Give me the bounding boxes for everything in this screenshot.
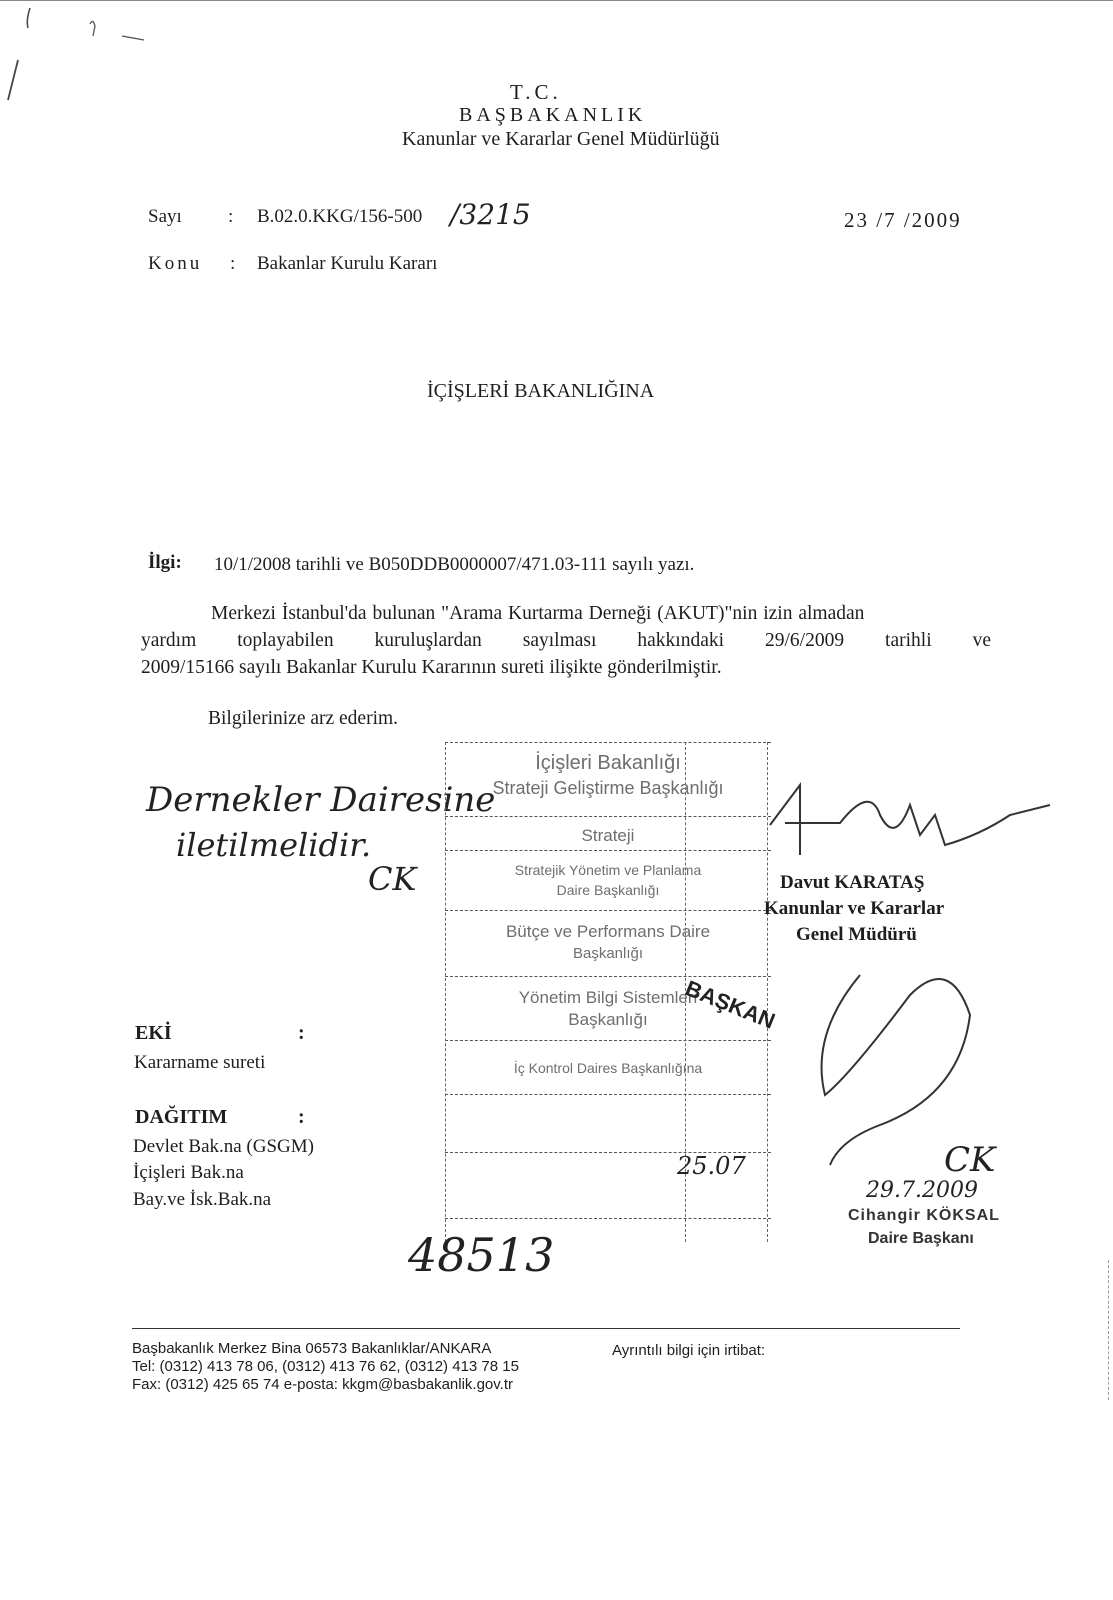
dagitim-item: İçişleri Bak.na [133,1162,244,1183]
sayi-value: B.02.0.KKG/156-500 [257,206,423,227]
konu-separator: : [230,253,236,274]
handwritten-number: 48513 [408,1228,555,1282]
signatory1-name: Davut KARATAŞ [780,872,925,893]
dagitim-item: Bay.ve İsk.Bak.na [133,1189,272,1210]
header-directorate: Kanunlar ve Kararlar Genel Müdürlüğü [402,128,720,150]
stamp-row-4: Stratejik Yönetim ve Planlama [514,862,702,878]
footer-tel: Tel: (0312) 413 78 06, (0312) 413 76 62, (0312) 413 78 15 [132,1358,519,1375]
handwritten-initials-2: CK [944,1140,996,1180]
eki-item: Kararname sureti [134,1052,266,1073]
stamp-row-2: Strateji Geliştirme Başkanlığı [492,778,724,798]
body-line-2-text: yardım toplayabilen kuruluşlardan sayılması hakkındaki 29/6/2009 tarihli ve [141,630,991,651]
document-date: 23 /7 /2009 [844,208,962,232]
body-line-3: 2009/15166 sayılı Bakanlar Kurulu Kararının sureti ilişikte gönderilmiştir. [141,657,722,678]
signatory2-title: Daire Başkanı [868,1230,974,1247]
signature-davut [760,775,1060,875]
body-line-1: Merkezi İstanbul'da bulunan "Arama Kurtarma Derneği (AKUT)"nin izin almadan [211,603,865,624]
signatory2-name: Cihangir KÖKSAL [848,1207,1000,1224]
body-closing: Bilgilerinize arz ederim. [208,708,399,729]
registry-stamp [445,742,779,1242]
handwritten-note-line-2: iletilmelidir. [176,826,372,864]
handwritten-initials: CK [368,860,417,898]
stamp-row-8: Yönetim Bilgi Sistemleri [518,988,698,1007]
dagitim-label: DAĞITIM [135,1106,228,1128]
stamp-handwritten-date: 25.07 [677,1152,746,1180]
footer-address: Başbakanlık Merkez Bina 06573 Bakanlıklar/ANKARA [132,1340,492,1357]
stamp-row-10: İç Kontrol Daires Başkanlığına [513,1060,703,1076]
header-ministry: BAŞBAKANLIK [459,104,647,126]
stamp-overlay-baskan: BAŞKAN [681,975,779,1034]
footer-fax: Fax: (0312) 425 65 74 e-posta: kkgm@basbakanlik.gov.tr [132,1376,513,1393]
sayi-handwritten-number: /3215 [450,198,531,231]
konu-label: Konu [148,253,203,274]
ilgi-label: İlgi: [148,552,182,573]
konu-value: Bakanlar Kurulu Kararı [257,253,438,274]
corner-scribble [0,0,160,110]
handwritten-note-line-1: Dernekler Dairesine [146,780,496,820]
sayi-label: Sayı [148,206,182,227]
signatory1-title-1: Kanunlar ve Kararlar [764,898,945,919]
signatory1-title-2: Genel Müdürü [796,924,917,945]
sayi-separator: : [228,206,234,227]
scan-top-border [0,0,1113,1]
eki-separator: : [298,1022,305,1044]
addressee: İÇİŞLERİ BAKANLIĞINA [427,380,655,402]
header-tc: T.C. [510,80,562,104]
stamp-row-5: Daire Başkanlığı [556,882,660,898]
stamp-row-1: İçişleri Bakanlığı [535,752,681,774]
stamp-row-3: Strateji [581,826,635,845]
footer-contact: Ayrıntılı bilgi için irtibat: [612,1342,766,1359]
dagitim-item: Devlet Bak.na (GSGM) [133,1136,314,1157]
handwritten-date-stamp: 29.7.2009 [866,1178,978,1203]
eki-label: EKİ [135,1022,172,1044]
stamp-row-7: Başkanlığı [572,945,644,962]
stamp-row-6: Bütçe ve Performans Daire [505,922,711,941]
scan-right-edge [1108,1260,1109,1400]
ilgi-text: 10/1/2008 tarihli ve B050DDB0000007/471.03-111 sayılı yazı. [214,554,695,575]
dagitim-separator: : [298,1106,305,1128]
footer-rule [132,1328,960,1329]
body-line-2 [141,630,991,652]
stamp-row-9: Başkanlığı [568,1010,648,1029]
